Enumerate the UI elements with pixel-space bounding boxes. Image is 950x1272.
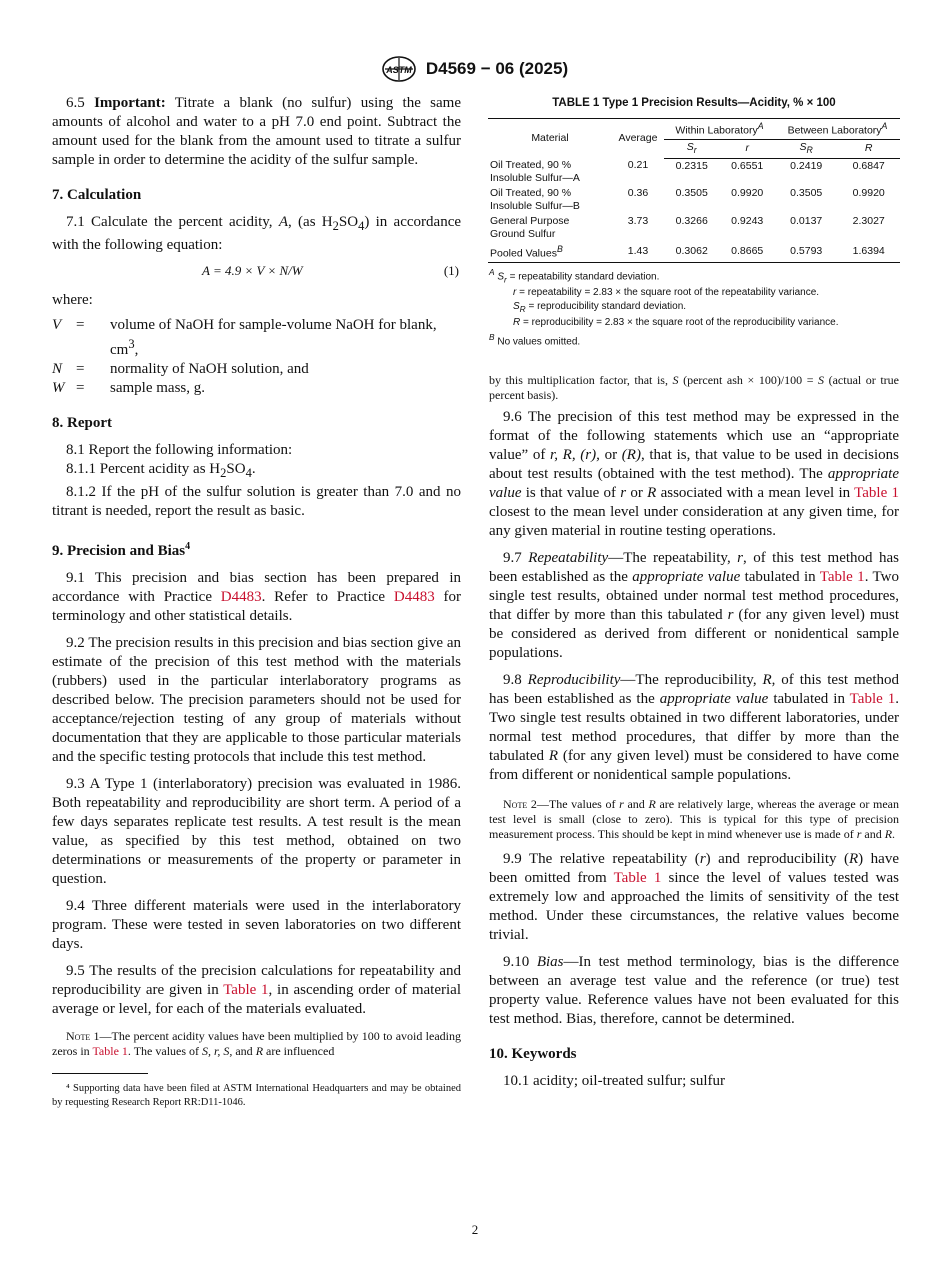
note-1: Note 1—The percent acidity values have been multiplied by 100 to avoid leading zeros in Table 1. The values of S, r, S, and R are influenced bbox=[52, 1029, 461, 1058]
definition-row: W = sample mass, g. bbox=[52, 380, 205, 396]
paragraph-9-6: 9.6 The precision of this test method may be expressed in the format of the following statements which use an “appropriate value” of r, R, (r), or (R), that is, that value to be used in decisions about test results (obtained with the test method). The appropriate value is that value of r or R associated with a mean level in Table 1 closest to the mean level under consideration at any given time, for any given material in routine testing operations. bbox=[489, 409, 900, 540]
left-column bbox=[52, 94, 461, 1110]
column-header-sr: $S_r$ bbox=[664, 139, 719, 158]
right-column bbox=[489, 94, 899, 1091]
paragraph-8-1-1: 8.1.1 Percent acidity as $H_2SO_4$. bbox=[66, 461, 256, 480]
definition-row: V = volume of NaOH for sample-volume NaOH for blank, $cm^3$, bbox=[52, 317, 437, 358]
group-header-within: Within Laboratory$^A$ bbox=[664, 119, 775, 140]
paragraph-9-4: 9.4 Three different materials were used in the interlaboratory program. These were tested in seven laboratories on two different days. bbox=[52, 898, 461, 952]
footnote-4: ⁴ Supporting data have been filed at ASTM International Headquarters and may be obtained by requesting Research Report RR:D11-1046. bbox=[52, 1083, 461, 1108]
paragraph-9-10: 9.10 Bias—In test method terminology, bias is the difference between an average test value and the reference (or true) test property value. Reference values have not been evaluated for this test method. Bias, therefore, cannot be determined. bbox=[489, 954, 900, 1028]
paragraph-8-1: 8.1 Report the following information: bbox=[66, 442, 293, 458]
table-row: Oil Treated, 90 % Insoluble Sulfur—B 0.36 0.3505 0.9920 0.3505 0.9920 bbox=[490, 187, 885, 213]
paragraph-7-1: 7.1 Calculate the percent acidity, A, (as $H_2SO_4$) in accordance with the following equation: bbox=[52, 214, 462, 253]
equation-number: (1) bbox=[443, 263, 459, 278]
paragraph-9-8: 9.8 Reproducibility—The reproducibility, R, of this test method has been established as the appropriate value tabulated in Table 1. Two single test results obtained in two different laboratories, under normal test method procedures, that differ by more than the tabulated R (for any given level) must be considered to have come from different or nonidentical sample populations. bbox=[489, 672, 900, 784]
table-1-link[interactable]: Table 1 bbox=[849, 691, 896, 708]
table-1-precision-results bbox=[488, 118, 900, 263]
equation-1 bbox=[52, 259, 461, 281]
table-1-notes: $^A$ $S_r$ = repeatability standard deviation. r = repeatability = 2.83 × the square root of the repeatability variance. $S_R$ = reproducibility standard deviation. R = reproducibility = 2.83 × the square root of the reproducibility variance. $^B$ No values omitted. bbox=[489, 266, 839, 348]
note-1-continued: by this multiplication factor, that is, S (percent ash × 100)/100 = S (actual or true percent basis). bbox=[489, 373, 899, 403]
column-header-average: Average bbox=[612, 119, 664, 159]
section-8-title: 8. Report bbox=[52, 415, 112, 431]
table-1-link[interactable]: Table 1 bbox=[613, 870, 662, 887]
table-row: Oil Treated, 90 % Insoluble Sulfur—A 0.21 0.2315 0.6551 0.2419 0.6847 bbox=[490, 159, 885, 185]
column-header-material: Material bbox=[488, 119, 612, 159]
paragraph-9-1: 9.1 This precision and bias section has been prepared in accordance with Practice D4483. Refer to Practice D4483 for terminology and other statistical details. bbox=[52, 570, 461, 624]
column-header-sR: $S_R$ bbox=[775, 139, 838, 158]
column-header-r: r bbox=[719, 139, 774, 158]
paragraph-9-7: 9.7 Repeatability—The repeatability, r, of this test method has been established as the appropriate value tabulated in Table 1. Two single test results, obtained under normal test method procedures, that differ by more than this tabulated r (for any given level) must be considered as derived from different or nonidentical sample populations. bbox=[489, 550, 899, 662]
page-header bbox=[0, 56, 950, 82]
d4483-link[interactable]: D4483 bbox=[220, 589, 262, 605]
paragraph-9-3: 9.3 A Type 1 (interlaboratory) precision was evaluated in 1986. Both repeatability and reproducibility are short term. A period of a few days separates replicate test results. A test result is the mean value, as specified by this test method, obtained on two determinations or measurements of the property or parameter in question. bbox=[52, 776, 461, 887]
paragraph-9-2: 9.2 The precision results in this precision and bias section give an estimate of the precision of this test method with the materials (rubbers) used in the particular interlaboratory programs as described below. The precision parameters should not be used for acceptance/rejection testing of any group of materials without documentation that they are applicable to those particular materials and the specific testing protocols that include this test method. bbox=[52, 635, 461, 765]
section-10-title: 10. Keywords bbox=[489, 1046, 577, 1063]
section-9-title: 9. Precision and Bias$^4$ bbox=[52, 541, 191, 559]
table-row: General Purpose Ground Sulfur 3.73 0.3266 0.9243 0.0137 2.3027 bbox=[490, 215, 885, 241]
paragraph-6-5: 6.5 Important: Titrate a blank (no sulfur) using the same amounts of alcohol and water to a pH 7.0 end point. Subtract the amount used for the blank from the amount used to titrate a sulfur sample in order to determine the acidity of the sulfur sample. bbox=[52, 95, 462, 168]
table-header-row bbox=[488, 119, 900, 140]
variable-definitions bbox=[52, 316, 461, 398]
paragraph-10-1: 10.1 acidity; oil-treated sulfur; sulfur bbox=[503, 1073, 726, 1090]
page-number: 2 bbox=[471, 1222, 479, 1237]
group-header-between: Between Laboratory$^A$ bbox=[775, 119, 900, 140]
table-row: Pooled Values$^B$ 1.43 0.3062 0.8665 0.5793 1.6394 bbox=[488, 242, 900, 262]
paragraph-9-9: 9.9 The relative repeatability (r) and reproducibility (R) have been omitted from Table 1 since the level of values tested was extremely low and approached the limits of sensitivity of the test method. Under these circumstances, the relative values become trivial. bbox=[489, 851, 899, 944]
table-1-link[interactable]: Table 1 bbox=[854, 485, 899, 502]
table-1-link[interactable]: Table 1 bbox=[223, 982, 269, 998]
column-header-R: R bbox=[837, 139, 900, 158]
note-2: Note 2—The values of r and R are relatively large, whereas the average or mean test level is small (close to zero). This is typical for this type of precision measurement process. This should be kept in mind whenever use is made of r and R. bbox=[489, 797, 899, 842]
paragraph-8-1-2: 8.1.2 If the pH of the sulfur solution is greater than 7.0 and no titrant is needed, report the result as basic. bbox=[52, 484, 461, 519]
footnote-divider bbox=[52, 1073, 148, 1074]
d4483-link[interactable]: D4483 bbox=[393, 589, 435, 605]
table-1-link[interactable]: Table 1 bbox=[92, 1044, 128, 1058]
astm-logo-icon bbox=[382, 56, 416, 82]
svg-text:ASTM: ASTM bbox=[386, 65, 412, 75]
paragraph-9-5: 9.5 The results of the precision calculations for repeatability and reproducibility are given in Table 1, in ascending order of material average or level, for each of the materials evaluated. bbox=[52, 963, 461, 1017]
table-1-link[interactable]: Table 1 bbox=[819, 569, 865, 586]
definition-row: N = normality of NaOH solution, and bbox=[52, 361, 309, 377]
table-1-caption: TABLE 1 Type 1 Precision Results—Acidity, % × 100 bbox=[552, 97, 836, 109]
section-7-title: 7. Calculation bbox=[52, 187, 142, 203]
where-label: where: bbox=[52, 292, 93, 308]
equation-formula: A = 4.9 × V × N/W bbox=[202, 263, 303, 278]
document-designation: D4569 − 06 (2025) bbox=[425, 59, 569, 78]
